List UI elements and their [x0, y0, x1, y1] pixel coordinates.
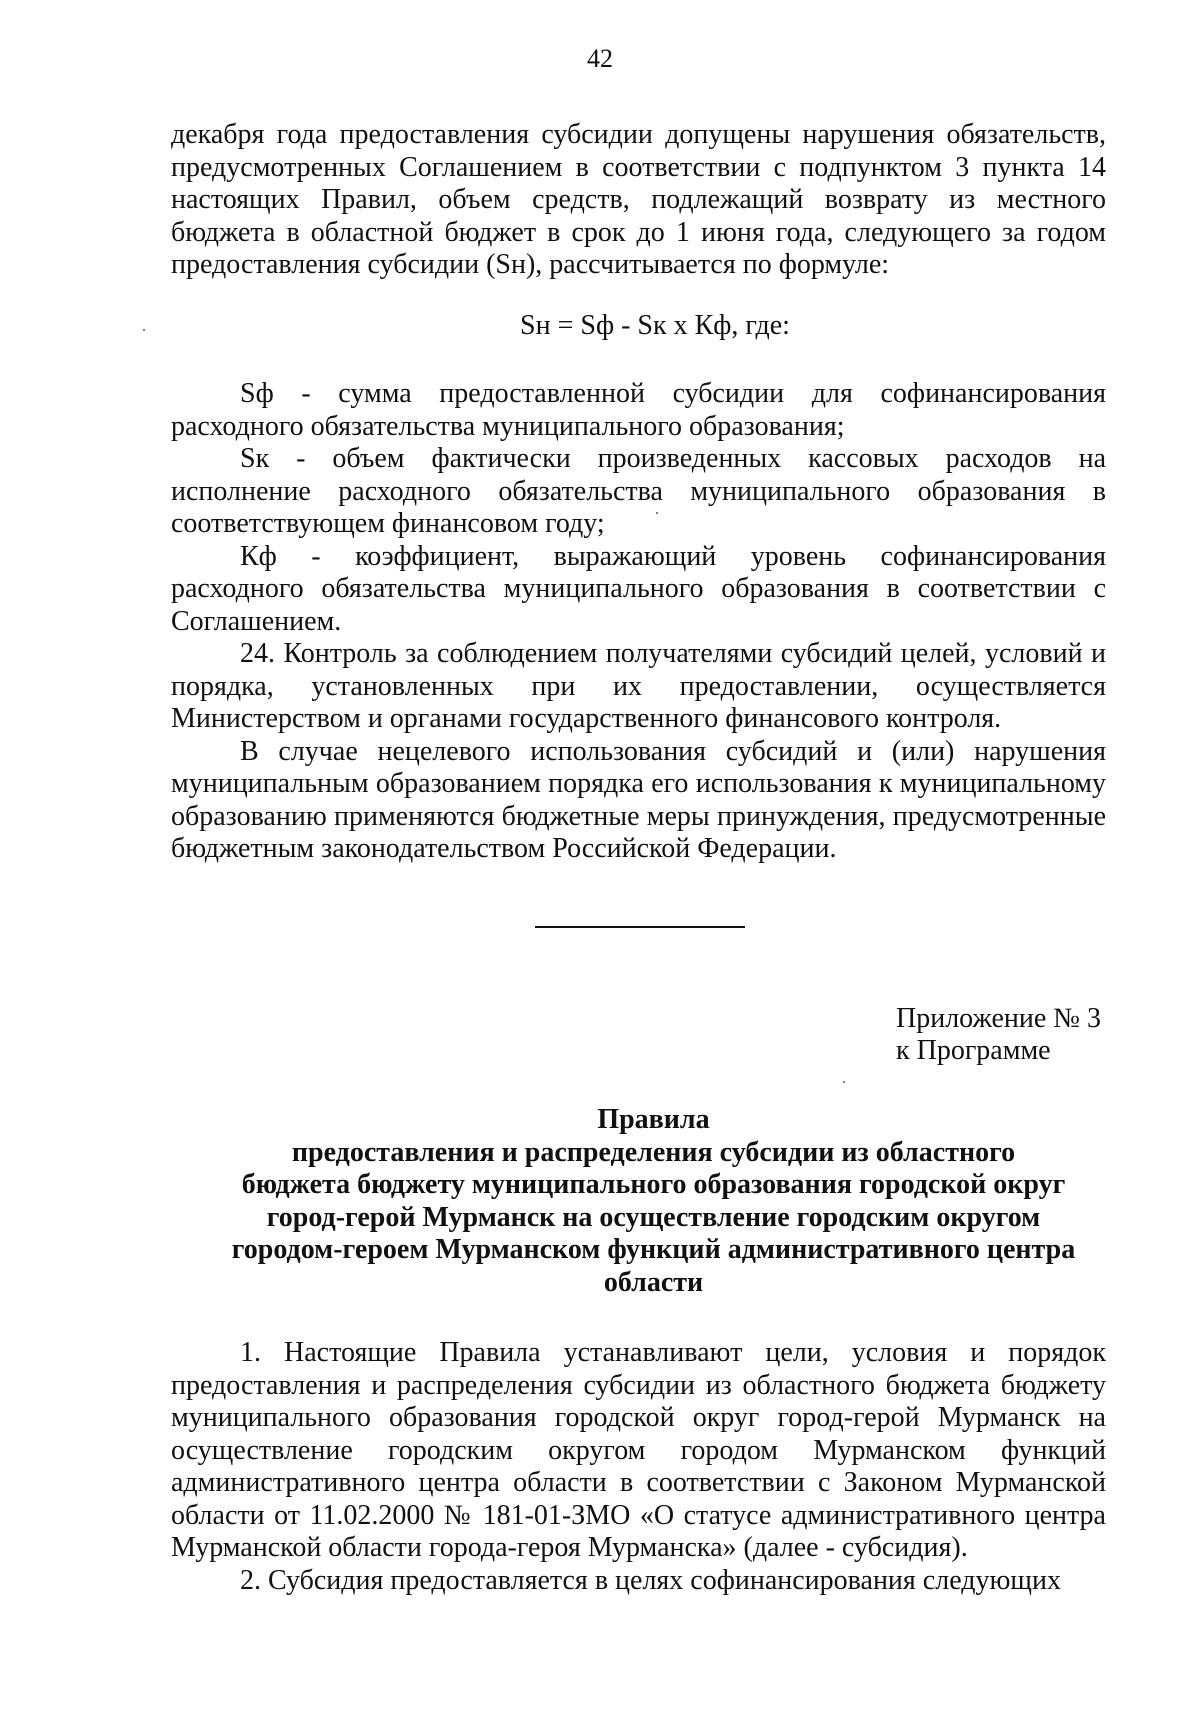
rules-body — [171, 1337, 1106, 1597]
page-number: 42 — [587, 44, 613, 73]
title-line: Правила — [597, 1104, 710, 1135]
definition-sk: Sк - объем фактически произведенных кассовых расходов на исполнение расходного обязательства муниципального образования в соответствующем финансовом году; — [171, 443, 1106, 539]
title-line: предоставления и распределения субсидии из областного — [291, 1136, 1016, 1168]
appendix-label — [896, 1003, 1156, 1067]
appendix-target: к Программе — [896, 1035, 1051, 1066]
definition-sf: Sф - сумма предоставленной субсидии для софинансирования расходного обязательства муниципального образования; — [171, 378, 1106, 442]
scan-speck — [656, 512, 658, 514]
rule-paragraph-2: 2. Субсидия предоставляется в целях софинансирования следующих — [240, 1564, 1061, 1596]
paragraph-24: 24. Контроль за соблюдением получателями субсидий целей, условий и порядка, установленных при их предоставлении, осуществляется Министерством и органами государственного финансового контроля. — [171, 638, 1106, 734]
rule-paragraph-1: 1. Настоящие Правила устанавливают цели, условия и порядок предоставления и распределения субсидии из областного бюджета бюджету муниципального образования городской округ город-герой Мурманск на осуществление городским округом городом Мурманском функций административного центра области в соответствии с Законом Мурманской области от 11.02.2000 № 181-01-ЗМО «О статусе административного центра Мурманской области города-героя Мурманска» (далее - субсидия). — [171, 1337, 1106, 1563]
title-line: области — [603, 1266, 704, 1298]
paragraph-misuse: В случае нецелевого использования субсидий и (или) нарушения муниципальным образованием порядка его использования к муниципальному образованию применяются бюджетные меры принуждения, предусмотренные бюджетным законодательством Российской Федерации. — [171, 735, 1106, 864]
appendix-number: Приложение № 3 — [896, 1003, 1101, 1034]
rules-title — [171, 1104, 1106, 1299]
title-line: город-герой Мурманск на осуществление городским округом — [266, 1201, 1041, 1233]
title-line: бюджета бюджету муниципального образования городской округ — [241, 1169, 1066, 1200]
separator-line — [535, 926, 745, 928]
scan-speck — [143, 329, 145, 331]
intro-block — [171, 119, 1106, 282]
title-line: городом-героем Мурманском функций административного центра — [231, 1234, 1076, 1265]
definition-kf: Кф - коэффициент, выражающий уровень софинансирования расходного обязательства муниципального образования в соответствии с Соглашением. — [171, 540, 1106, 637]
formula: Sн = Sф - Sк x Кф, где: — [520, 310, 790, 341]
scan-speck — [843, 1081, 845, 1083]
intro-paragraph: декабря года предоставления субсидии допущены нарушения обязательств, предусмотренных Соглашением в соответствии с подпунктом 3 пункта 14 настоящих Правил, объем средств, подлежащий возврату из местного бюджета в областной бюджет в срок до 1 июня года, следующего за годом предоставления субсидии (Sн), рассчитывается по формуле: — [171, 119, 1106, 280]
definitions-block — [171, 378, 1106, 866]
